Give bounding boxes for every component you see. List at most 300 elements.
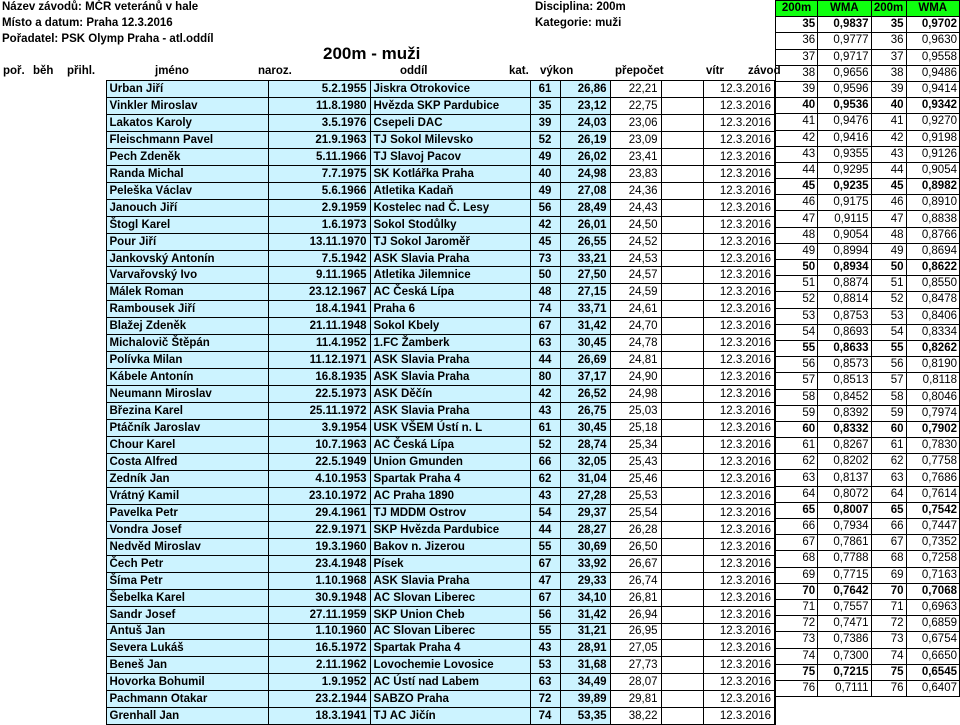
club-name: Sokol Stodůlky	[370, 216, 530, 233]
wma-cell: 61	[871, 438, 906, 454]
athlete-name: Pour Jiří	[106, 233, 268, 250]
wma-cell: 38	[871, 65, 906, 81]
wma-row	[776, 243, 960, 259]
wma-cell: 64	[871, 486, 906, 502]
birth-date: 16.8.1935	[268, 369, 370, 386]
athlete-name: Vrátný Kamil	[106, 487, 268, 504]
wma-cell: 69	[776, 567, 818, 583]
wma-cell: 0,7642	[818, 583, 871, 599]
athlete-name: Lakatos Karoly	[106, 114, 268, 131]
wma-cell: 50	[776, 260, 818, 276]
result-time: 31,21	[560, 623, 610, 640]
club-name: AC Praha 1890	[370, 487, 530, 504]
wma-cell: 0,8910	[906, 195, 959, 211]
wma-header-row	[776, 1, 960, 17]
table-row	[0, 538, 775, 555]
wma-cell: 36	[776, 33, 818, 49]
wma-cell: 0,9175	[818, 195, 871, 211]
wma-cell: 65	[871, 502, 906, 518]
table-row	[0, 335, 775, 352]
blank-cell	[0, 352, 106, 369]
birth-date: 18.3.1941	[268, 708, 370, 725]
wma-cell: 59	[871, 405, 906, 421]
table-row	[0, 487, 775, 504]
birth-date: 22.5.1949	[268, 453, 370, 470]
table-row	[0, 437, 775, 454]
wind-cell	[661, 284, 703, 301]
race-date: 12.3.2016	[703, 437, 775, 454]
wind-cell	[661, 453, 703, 470]
wma-cell: 0,7830	[906, 438, 959, 454]
col-beh: běh	[33, 65, 54, 77]
wma-cell: 76	[776, 680, 818, 696]
result-time: 53,35	[560, 708, 610, 725]
wma-row	[776, 130, 960, 146]
blank-cell	[0, 114, 106, 131]
birth-date: 5.2.1955	[268, 81, 370, 98]
blank-cell	[0, 504, 106, 521]
age-graded-time: 26,67	[610, 555, 661, 572]
wma-cell: 60	[871, 421, 906, 437]
blank-cell	[0, 470, 106, 487]
birth-date: 11.12.1971	[268, 352, 370, 369]
wma-cell: 71	[871, 599, 906, 615]
wma-cell: 0,7715	[818, 567, 871, 583]
club-name: AC Slovan Liberec	[370, 589, 530, 606]
race-date: 12.3.2016	[703, 199, 775, 216]
age-graded-time: 26,74	[610, 572, 661, 589]
race-date: 12.3.2016	[703, 521, 775, 538]
birth-date: 22.9.1971	[268, 521, 370, 538]
race-date: 12.3.2016	[703, 674, 775, 691]
wma-row	[776, 65, 960, 81]
wma-cell: 0,7352	[906, 535, 959, 551]
wma-cell: 57	[776, 373, 818, 389]
result-time: 30,45	[560, 335, 610, 352]
table-row	[0, 623, 775, 640]
wma-cell: 0,7471	[818, 616, 871, 632]
club-name: AC Česká Lípa	[370, 284, 530, 301]
age-category: 45	[530, 233, 560, 250]
race-date: 12.3.2016	[703, 589, 775, 606]
wma-cell: 53	[776, 308, 818, 324]
table-row	[0, 182, 775, 199]
wind-cell	[661, 403, 703, 420]
result-time: 26,52	[560, 386, 610, 403]
athlete-name: Randa Michal	[106, 165, 268, 182]
blank-cell	[0, 589, 106, 606]
wind-cell	[661, 640, 703, 657]
wma-row	[776, 632, 960, 648]
table-row	[0, 657, 775, 674]
wma-row	[776, 405, 960, 421]
age-category: 67	[530, 555, 560, 572]
wma-row	[776, 227, 960, 243]
birth-date: 29.4.1961	[268, 504, 370, 521]
wma-cell: 0,6859	[906, 616, 959, 632]
wma-cell: 74	[776, 648, 818, 664]
age-category: 42	[530, 386, 560, 403]
club-name: Bakov n. Jizerou	[370, 538, 530, 555]
age-category: 35	[530, 97, 560, 114]
athlete-name: Kábele Antonín	[106, 369, 268, 386]
wma-cell: 0,9702	[906, 17, 959, 33]
athlete-name: Pavelka Petr	[106, 504, 268, 521]
blank-cell	[0, 487, 106, 504]
club-name: Praha 6	[370, 301, 530, 318]
wma-cell: 0,9295	[818, 162, 871, 178]
wma-row	[776, 454, 960, 470]
athlete-name: Janouch Jiří	[106, 199, 268, 216]
result-time: 37,17	[560, 369, 610, 386]
birth-date: 25.11.1972	[268, 403, 370, 420]
athlete-name: Varvařovský Ivo	[106, 267, 268, 284]
result-time: 27,08	[560, 182, 610, 199]
birth-date: 21.9.1963	[268, 131, 370, 148]
age-graded-time: 25,43	[610, 453, 661, 470]
birth-date: 2.11.1962	[268, 657, 370, 674]
wma-cell: 47	[871, 211, 906, 227]
wma-cell: 75	[871, 664, 906, 680]
age-category: 48	[530, 284, 560, 301]
wma-cell: 0,9198	[906, 130, 959, 146]
wma-cell: 0,9837	[818, 17, 871, 33]
athlete-name: Urban Jiří	[106, 81, 268, 98]
wma-cell: 39	[776, 81, 818, 97]
wma-cell: 0,8072	[818, 486, 871, 502]
wma-cell: 58	[776, 389, 818, 405]
age-category: 63	[530, 335, 560, 352]
wma-cell: 0,8766	[906, 227, 959, 243]
blank-cell	[0, 708, 106, 725]
age-graded-time: 26,28	[610, 521, 661, 538]
birth-date: 5.6.1966	[268, 182, 370, 199]
table-row	[0, 572, 775, 589]
age-graded-time: 24,53	[610, 250, 661, 267]
wind-cell	[661, 301, 703, 318]
athlete-name: Costa Alfred	[106, 453, 268, 470]
age-graded-time: 24,90	[610, 369, 661, 386]
result-time: 30,69	[560, 538, 610, 555]
age-category: 80	[530, 369, 560, 386]
blank-cell	[0, 81, 106, 98]
wma-cell: 56	[871, 357, 906, 373]
wma-row	[776, 421, 960, 437]
wma-cell: 66	[871, 519, 906, 535]
wma-row	[776, 260, 960, 276]
wind-cell	[661, 521, 703, 538]
wma-cell: 0,9270	[906, 114, 959, 130]
birth-date: 21.11.1948	[268, 318, 370, 335]
club-name: SKP Union Cheb	[370, 606, 530, 623]
wma-row	[776, 179, 960, 195]
athlete-name: Severa Lukáš	[106, 640, 268, 657]
club-name: Union Gmunden	[370, 453, 530, 470]
result-time: 26,69	[560, 352, 610, 369]
age-graded-time: 25,54	[610, 504, 661, 521]
club-name: AC Česká Lípa	[370, 437, 530, 454]
wind-cell	[661, 708, 703, 725]
wma-cell: 0,8406	[906, 308, 959, 324]
wind-cell	[661, 216, 703, 233]
wma-cell: 0,8202	[818, 454, 871, 470]
age-category: 40	[530, 165, 560, 182]
wma-cell: 64	[776, 486, 818, 502]
wma-cell: 0,9342	[906, 98, 959, 114]
wma-cell: 0,6754	[906, 632, 959, 648]
athlete-name: Jankovský Antonín	[106, 250, 268, 267]
blank-cell	[0, 538, 106, 555]
wma-cell: 54	[871, 324, 906, 340]
wma-cell: 51	[871, 276, 906, 292]
club-name: SABZO Praha	[370, 691, 530, 708]
wma-cell: 0,8334	[906, 324, 959, 340]
wma-row	[776, 33, 960, 49]
age-graded-time: 24,78	[610, 335, 661, 352]
wma-cell: 75	[776, 664, 818, 680]
wma-cell: 0,8007	[818, 502, 871, 518]
wind-cell	[661, 691, 703, 708]
wma-cell: 0,9596	[818, 81, 871, 97]
result-time: 29,33	[560, 572, 610, 589]
wind-cell	[661, 504, 703, 521]
wma-row	[776, 389, 960, 405]
wma-cell: 0,7758	[906, 454, 959, 470]
wma-row	[776, 583, 960, 599]
race-date: 12.3.2016	[703, 148, 775, 165]
wma-cell: 51	[776, 276, 818, 292]
wind-cell	[661, 267, 703, 284]
wma-cell: 0,7386	[818, 632, 871, 648]
result-time: 39,89	[560, 691, 610, 708]
wma-row	[776, 308, 960, 324]
wma-row	[776, 357, 960, 373]
table-row	[0, 301, 775, 318]
result-time: 26,02	[560, 148, 610, 165]
race-date: 12.3.2016	[703, 250, 775, 267]
age-category: 43	[530, 487, 560, 504]
wma-cell: 48	[871, 227, 906, 243]
table-row	[0, 318, 775, 335]
blank-cell	[0, 301, 106, 318]
wma-cell: 0,9558	[906, 49, 959, 65]
result-time: 24,98	[560, 165, 610, 182]
wma-cell: 0,7215	[818, 664, 871, 680]
age-graded-time: 24,61	[610, 301, 661, 318]
wma-cell: 73	[871, 632, 906, 648]
wma-cell: 63	[871, 470, 906, 486]
birth-date: 3.5.1976	[268, 114, 370, 131]
wma-cell: 0,8262	[906, 340, 959, 356]
wma-cell: 0,9656	[818, 65, 871, 81]
wma-cell: 0,9414	[906, 81, 959, 97]
age-graded-time: 23,83	[610, 165, 661, 182]
table-row	[0, 386, 775, 403]
athlete-name: Ptáčník Jaroslav	[106, 420, 268, 437]
result-time: 33,21	[560, 250, 610, 267]
wma-cell: 76	[871, 680, 906, 696]
table-row	[0, 165, 775, 182]
wind-cell	[661, 233, 703, 250]
wma-cell: 0,6407	[906, 680, 959, 696]
wind-cell	[661, 335, 703, 352]
wind-cell	[661, 589, 703, 606]
wma-cell: 0,7614	[906, 486, 959, 502]
col-jmeno: jméno	[155, 65, 189, 77]
birth-date: 11.4.1952	[268, 335, 370, 352]
athlete-name: Chour Karel	[106, 437, 268, 454]
wind-cell	[661, 555, 703, 572]
wma-row	[776, 502, 960, 518]
blank-cell	[0, 182, 106, 199]
wma-row	[776, 535, 960, 551]
athlete-name: Zedník Jan	[106, 470, 268, 487]
wma-row	[776, 340, 960, 356]
birth-date: 13.11.1970	[268, 233, 370, 250]
birth-date: 10.7.1963	[268, 437, 370, 454]
wma-cell: 0,7902	[906, 421, 959, 437]
blank-cell	[0, 420, 106, 437]
wma-cell: 68	[871, 551, 906, 567]
age-graded-time: 24,59	[610, 284, 661, 301]
blank-cell	[0, 369, 106, 386]
race-date: 12.3.2016	[703, 335, 775, 352]
wma-cell: 0,8478	[906, 292, 959, 308]
category: Kategorie: muži	[535, 17, 622, 29]
age-graded-time: 22,75	[610, 97, 661, 114]
age-graded-time: 38,22	[610, 708, 661, 725]
wma-cell: 0,6650	[906, 648, 959, 664]
race-date: 12.3.2016	[703, 691, 775, 708]
age-category: 56	[530, 606, 560, 623]
result-time: 27,15	[560, 284, 610, 301]
wma-cell: 0,8332	[818, 421, 871, 437]
blank-cell	[0, 453, 106, 470]
result-time: 26,55	[560, 233, 610, 250]
wma-cell: 61	[776, 438, 818, 454]
wma-cell: 0,9126	[906, 146, 959, 162]
age-graded-time: 26,94	[610, 606, 661, 623]
blank-cell	[0, 403, 106, 420]
table-row	[0, 81, 775, 98]
wma-cell: 44	[776, 162, 818, 178]
blank-cell	[0, 335, 106, 352]
table-row	[0, 148, 775, 165]
wma-row	[776, 648, 960, 664]
athlete-name: Březina Karel	[106, 403, 268, 420]
table-row	[0, 369, 775, 386]
col-naroz: naroz.	[258, 65, 292, 77]
wma-row	[776, 664, 960, 680]
wma-cell: 43	[871, 146, 906, 162]
result-time: 28,27	[560, 521, 610, 538]
wind-cell	[661, 538, 703, 555]
wma-row	[776, 567, 960, 583]
wma-row	[776, 680, 960, 696]
wma-cell: 0,9476	[818, 114, 871, 130]
wma-cell: 0,8693	[818, 324, 871, 340]
club-name: Hvězda SKP Pardubice	[370, 97, 530, 114]
wma-cell: 0,6963	[906, 599, 959, 615]
wind-cell	[661, 182, 703, 199]
table-row	[0, 453, 775, 470]
wma-cell: 41	[871, 114, 906, 130]
athlete-name: Grenhall Jan	[106, 708, 268, 725]
wma-cell: 0,7068	[906, 583, 959, 599]
wma-cell: 0,7686	[906, 470, 959, 486]
athlete-name: Peleška Václav	[106, 182, 268, 199]
wma-cell: 48	[776, 227, 818, 243]
wma-row	[776, 146, 960, 162]
race-date: 12.3.2016	[703, 487, 775, 504]
age-category: 53	[530, 657, 560, 674]
wma-cell: 50	[871, 260, 906, 276]
wma-table	[775, 0, 960, 697]
club-name: Atletika Jilemnice	[370, 267, 530, 284]
club-name: Spartak Praha 4	[370, 470, 530, 487]
result-time: 26,86	[560, 81, 610, 98]
wma-cell: 35	[871, 17, 906, 33]
result-time: 31,68	[560, 657, 610, 674]
age-category: 52	[530, 437, 560, 454]
wind-cell	[661, 674, 703, 691]
wind-cell	[661, 81, 703, 98]
table-row	[0, 691, 775, 708]
race-date: 12.3.2016	[703, 284, 775, 301]
club-name: SK Kotlářka Praha	[370, 165, 530, 182]
wma-row	[776, 276, 960, 292]
birth-date: 7.7.1975	[268, 165, 370, 182]
wma-cell: 70	[871, 583, 906, 599]
result-time: 33,92	[560, 555, 610, 572]
table-row	[0, 97, 775, 114]
blank-cell	[0, 199, 106, 216]
wma-cell: 57	[871, 373, 906, 389]
wind-cell	[661, 420, 703, 437]
birth-date: 23.2.1944	[268, 691, 370, 708]
age-graded-time: 27,05	[610, 640, 661, 657]
race-date: 12.3.2016	[703, 708, 775, 725]
club-name: Csepeli DAC	[370, 114, 530, 131]
birth-date: 11.8.1980	[268, 97, 370, 114]
wma-cell: 67	[776, 535, 818, 551]
age-category: 42	[530, 216, 560, 233]
age-category: 49	[530, 182, 560, 199]
col-prepocet: přepočet	[615, 65, 664, 77]
wind-cell	[661, 437, 703, 454]
athlete-name: Vinkler Miroslav	[106, 97, 268, 114]
birth-date: 7.5.1942	[268, 250, 370, 267]
age-category: 47	[530, 572, 560, 589]
age-category: 72	[530, 691, 560, 708]
wma-cell: 0,9536	[818, 98, 871, 114]
wma-cell: 0,8513	[818, 373, 871, 389]
wma-cell: 43	[776, 146, 818, 162]
wma-cell: 0,7861	[818, 535, 871, 551]
blank-cell	[0, 165, 106, 182]
blank-cell	[0, 572, 106, 589]
wind-cell	[661, 369, 703, 386]
wma-cell: 0,7788	[818, 551, 871, 567]
club-name: Lovochemie Lovosice	[370, 657, 530, 674]
wma-cell: 0,8874	[818, 276, 871, 292]
result-time: 24,03	[560, 114, 610, 131]
race-date: 12.3.2016	[703, 640, 775, 657]
table-row	[0, 606, 775, 623]
table-row	[0, 521, 775, 538]
athlete-name: Šíma Petr	[106, 572, 268, 589]
age-category: 55	[530, 538, 560, 555]
